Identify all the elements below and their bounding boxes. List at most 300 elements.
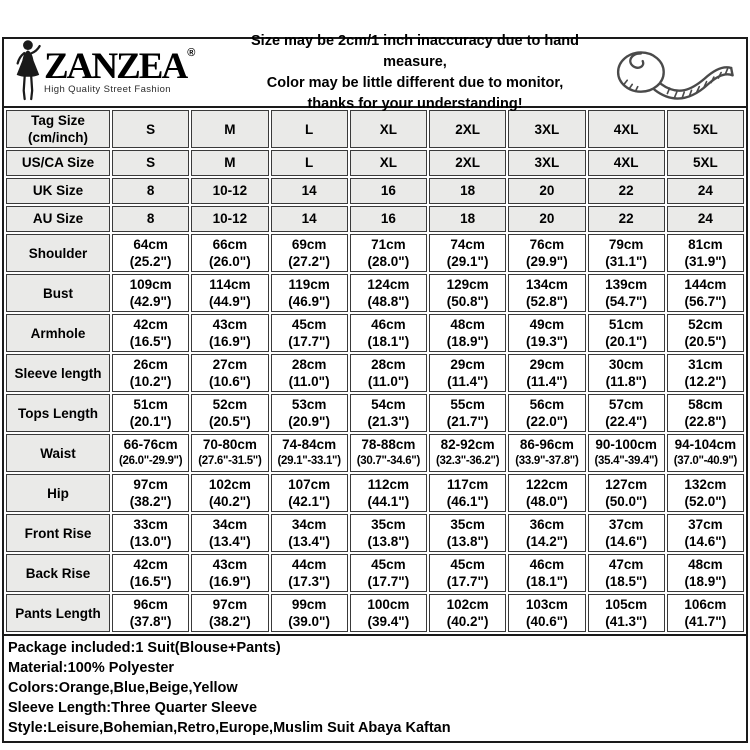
size-cell [429, 594, 506, 632]
row-label-line: Tag Size [31, 113, 85, 128]
table-row [6, 394, 744, 432]
size-cell-line: 74cm [450, 237, 485, 252]
size-cell-line: 97cm [212, 597, 248, 612]
table-row [6, 554, 744, 592]
size-cell [588, 434, 665, 472]
size-cell-line: (50.8") [446, 294, 489, 309]
size-cell-line: L [305, 121, 314, 137]
size-cell [112, 206, 189, 232]
size-cell-line: 34cm [212, 517, 248, 532]
size-cell-line: (22.8") [684, 414, 727, 429]
size-cell-line: 35cm [371, 517, 406, 532]
size-cell-line: 30cm [608, 357, 644, 372]
table-row [6, 206, 744, 232]
size-cell-line: 79cm [608, 237, 644, 252]
size-cell-line: (17.7") [367, 574, 410, 589]
size-cell-line: (40.6") [526, 614, 568, 629]
size-cell-line: (42.1") [288, 494, 330, 509]
size-cell-line: 18 [460, 183, 476, 198]
note-package: Package included:1 Suit(Blouse+Pants) [8, 640, 281, 656]
size-cell [667, 474, 744, 512]
size-cell-line: 8 [146, 183, 155, 198]
size-cell [191, 234, 268, 272]
size-cell-line: (27.6"-31.5") [198, 455, 262, 467]
size-cell [429, 554, 506, 592]
size-cell-line: (33.9"-37.8") [515, 455, 579, 467]
size-cell-line: (21.7") [446, 414, 489, 429]
size-cell-line: (37.8") [129, 614, 172, 629]
header-band [4, 32, 746, 112]
size-cell-line: (46.1") [446, 494, 489, 509]
size-cell-line: 66cm [212, 237, 248, 252]
size-cell [508, 474, 585, 512]
size-cell-line: 44cm [291, 557, 327, 572]
size-cell-line: 37cm [608, 517, 644, 532]
size-cell-line: (29.1"-33.1") [277, 455, 341, 467]
size-cell-line: XL [379, 121, 397, 137]
size-cell-line: 78-88cm [361, 437, 416, 452]
size-cell-line: 52cm [212, 397, 248, 412]
size-cell [350, 110, 427, 148]
row-label-line: Front Rise [24, 525, 92, 541]
size-cell-line: 57cm [608, 397, 644, 412]
size-cell-line: 33cm [133, 517, 168, 532]
table-row [6, 474, 744, 512]
row-label-line: Shoulder [28, 245, 88, 261]
size-cell-line: (48.0") [526, 494, 568, 509]
size-cell [271, 178, 348, 204]
size-cell-line: 37cm [688, 517, 723, 532]
size-cell-line: 109cm [129, 277, 172, 292]
size-cell [667, 206, 744, 232]
size-cell-line: 3XL [534, 121, 560, 137]
size-cell-line: 144cm [684, 277, 727, 292]
size-cell-line: 42cm [133, 557, 168, 572]
size-cell [271, 474, 348, 512]
size-cell [508, 314, 585, 352]
size-cell-line: 71cm [371, 237, 406, 252]
size-cell-line: (40.2") [446, 614, 489, 629]
size-cell-line: 122cm [525, 477, 568, 492]
size-cell-line: 14 [301, 211, 317, 226]
brand-name: ZANZEA [44, 45, 187, 87]
registered-mark: ® [187, 46, 196, 59]
row-label [6, 234, 110, 272]
size-cell [429, 110, 506, 148]
size-cell [588, 354, 665, 392]
size-cell-line: 22 [618, 211, 634, 226]
size-cell-line: (25.2") [129, 254, 172, 269]
size-cell-line: (39.0") [288, 614, 330, 629]
size-cell-line: 31cm [688, 357, 723, 372]
size-cell [271, 514, 348, 552]
size-cell [429, 150, 506, 176]
row-label [6, 206, 110, 232]
size-cell-line: 66-76cm [123, 437, 178, 452]
size-cell [350, 206, 427, 232]
size-cell-line: 105cm [605, 597, 648, 612]
size-cell [112, 234, 189, 272]
size-cell [112, 178, 189, 204]
size-cell-line: 102cm [446, 597, 489, 612]
note-sleeve-length: Sleeve Length:Three Quarter Sleeve [8, 700, 258, 716]
size-cell-line: 4XL [613, 121, 639, 137]
size-cell-line: 47cm [608, 557, 644, 572]
size-cell-line: 8 [146, 211, 155, 226]
logo-text [44, 45, 196, 96]
size-cell-line: 86-96cm [519, 437, 574, 452]
size-cell-line: (52.0") [684, 494, 727, 509]
size-cell [667, 274, 744, 312]
size-cell [508, 206, 585, 232]
size-cell [271, 110, 348, 148]
table-row [6, 434, 744, 472]
size-cell [271, 274, 348, 312]
size-cell [112, 150, 189, 176]
size-cell-line: 112cm [367, 477, 410, 492]
row-label [6, 594, 110, 632]
size-cell [191, 434, 268, 472]
size-cell-line: (17.3") [288, 574, 330, 589]
table-row [6, 514, 744, 552]
table-row [6, 110, 744, 148]
size-cell-line: (28.0") [367, 254, 410, 269]
size-cell-line: 127cm [605, 477, 648, 492]
size-cell-line: (18.1") [526, 574, 568, 589]
size-cell [191, 110, 268, 148]
size-cell [588, 594, 665, 632]
size-cell [191, 594, 268, 632]
size-cell [429, 314, 506, 352]
size-cell [667, 234, 744, 272]
size-cell-line: (18.9") [684, 574, 727, 589]
size-cell-line: 69cm [291, 237, 327, 252]
size-cell [271, 554, 348, 592]
size-cell [508, 110, 585, 148]
size-cell [588, 150, 665, 176]
size-cell-line: M [224, 121, 236, 137]
size-chart-sheet [2, 32, 748, 743]
row-label [6, 514, 110, 552]
size-cell-line: 117cm [446, 477, 489, 492]
size-table [4, 108, 746, 634]
size-cell [191, 514, 268, 552]
size-cell-line: (48.8") [367, 294, 410, 309]
size-cell-line: (29.1") [446, 254, 489, 269]
note-material: Material:100% Polyester [8, 660, 175, 676]
size-cell-line: (27.2") [288, 254, 330, 269]
row-label [6, 274, 110, 312]
table-row [6, 594, 744, 632]
size-cell-line: 49cm [529, 317, 565, 332]
size-cell-line: (11.4") [526, 374, 568, 389]
size-cell-line: (30.7"-34.6") [356, 455, 420, 467]
size-cell-line: (20.5") [209, 414, 251, 429]
size-cell-line: (20.1") [605, 334, 647, 349]
size-cell [667, 594, 744, 632]
size-cell-line: 119cm [288, 277, 330, 292]
size-cell [667, 314, 744, 352]
size-cell-line: (44.1") [367, 494, 410, 509]
size-cell-line: (17.7") [288, 334, 330, 349]
size-cell [191, 206, 268, 232]
size-cell [429, 394, 506, 432]
size-cell [350, 150, 427, 176]
size-cell [112, 514, 189, 552]
size-cell [588, 554, 665, 592]
size-cell-line: (39.4") [367, 614, 410, 629]
size-cell-line: 10-12 [212, 183, 248, 198]
size-cell [191, 150, 268, 176]
row-label [6, 474, 110, 512]
size-cell [112, 110, 189, 148]
size-cell [271, 354, 348, 392]
size-cell-line: (18.1") [367, 334, 410, 349]
size-cell [350, 354, 427, 392]
notice-line: Size may be 2cm/1 inch inaccuracy due to hand measure, [251, 32, 579, 70]
size-cell-line: (46.9") [288, 294, 330, 309]
size-cell [191, 314, 268, 352]
size-cell-line: 29cm [529, 357, 565, 372]
size-cell [271, 234, 348, 272]
size-cell [350, 178, 427, 204]
size-cell [429, 474, 506, 512]
size-cell-line: 114cm [209, 277, 251, 292]
size-cell-line: (13.4") [209, 534, 251, 549]
size-cell-line: 82-92cm [440, 437, 495, 452]
size-cell [112, 394, 189, 432]
size-cell-line: (52.8") [526, 294, 568, 309]
size-cell-line: 29cm [450, 357, 485, 372]
size-cell-line: 27cm [212, 357, 248, 372]
size-cell-line: 48cm [688, 557, 723, 572]
size-cell-line: 45cm [291, 317, 327, 332]
row-label [6, 434, 110, 472]
size-cell-line: (56.7") [684, 294, 727, 309]
size-cell-line: 42cm [133, 317, 168, 332]
size-cell-line: 4XL [613, 155, 639, 170]
size-cell-line: 16 [380, 211, 396, 226]
size-cell [429, 354, 506, 392]
size-cell-line: 26cm [133, 357, 168, 372]
size-cell-line: (20.5") [684, 334, 727, 349]
row-label [6, 150, 110, 176]
size-cell-line: 14 [301, 183, 317, 198]
size-cell-line: S [146, 121, 156, 137]
size-cell-line: 2XL [455, 155, 480, 170]
row-label-line: (cm/inch) [27, 130, 88, 145]
size-cell-line: (13.4") [288, 534, 330, 549]
size-cell-line: 97cm [133, 477, 168, 492]
size-cell [191, 394, 268, 432]
row-label [6, 354, 110, 392]
table-row [6, 314, 744, 352]
size-cell-line: (10.6") [209, 374, 251, 389]
note-style: Style:Leisure,Bohemian,Retro,Europe,Muslim Suit Abaya Kaftan [8, 720, 451, 736]
size-cell [271, 394, 348, 432]
size-cell-line: L [305, 155, 314, 170]
size-cell-line: (19.3") [526, 334, 568, 349]
size-cell-line: (14.6") [684, 534, 727, 549]
size-cell-line: 24 [697, 211, 713, 226]
table-row [6, 150, 744, 176]
size-cell [429, 234, 506, 272]
size-cell-line: (13.8") [367, 534, 410, 549]
size-cell-line: 102cm [208, 477, 251, 492]
size-cell-line: (29.9") [526, 254, 568, 269]
size-cell-line: 64cm [133, 237, 168, 252]
size-cell-line: 107cm [288, 477, 331, 492]
size-cell-line: (13.0") [129, 534, 172, 549]
size-cell [271, 594, 348, 632]
size-cell-line: 36cm [529, 517, 565, 532]
size-cell [429, 178, 506, 204]
size-cell-line: 34cm [291, 517, 327, 532]
size-cell [271, 314, 348, 352]
size-cell-line: 53cm [291, 397, 327, 412]
size-cell-line: 103cm [525, 597, 568, 612]
size-cell [112, 594, 189, 632]
size-cell-line: 56cm [529, 397, 565, 412]
size-cell-line: (16.5") [129, 334, 172, 349]
size-cell [508, 354, 585, 392]
size-cell-line: (41.7") [684, 614, 727, 629]
row-label-line: Armhole [30, 325, 86, 341]
size-cell [350, 434, 427, 472]
size-cell-line: (41.3") [605, 614, 647, 629]
size-cell-line: (50.0") [605, 494, 647, 509]
size-cell [508, 434, 585, 472]
table-row [6, 178, 744, 204]
size-cell-line: 22 [618, 183, 634, 198]
size-cell [667, 178, 744, 204]
size-cell-line: 96cm [133, 597, 168, 612]
size-cell-line: 46cm [371, 317, 406, 332]
row-label-line: US/CA Size [21, 155, 95, 170]
size-cell-line: (37.0"-40.9") [673, 455, 737, 467]
size-cell-line: (10.2") [129, 374, 172, 389]
size-cell [588, 206, 665, 232]
size-cell-line: 20 [539, 183, 555, 198]
size-cell [112, 274, 189, 312]
size-cell-line: 106cm [684, 597, 727, 612]
size-cell [350, 394, 427, 432]
size-cell-line: 48cm [450, 317, 485, 332]
size-cell-line: 5XL [692, 121, 718, 137]
size-cell [191, 178, 268, 204]
size-cell-line: 52cm [688, 317, 723, 332]
size-cell-line: 45cm [371, 557, 406, 572]
size-cell [667, 150, 744, 176]
size-cell-line: 129cm [446, 277, 489, 292]
size-cell-line: (16.5") [129, 574, 172, 589]
size-cell [112, 354, 189, 392]
size-cell-line: (11.0") [367, 374, 409, 389]
size-cell [191, 474, 268, 512]
row-label-line: Waist [40, 445, 76, 461]
brand-logo [10, 38, 232, 107]
table-row [6, 234, 744, 272]
size-cell [429, 434, 506, 472]
size-cell-line: (42.9") [129, 294, 172, 309]
size-cell [191, 354, 268, 392]
row-label-line: UK Size [32, 183, 84, 198]
row-label-line: Bust [43, 285, 73, 301]
size-cell-line: (22.4") [605, 414, 647, 429]
size-cell-line: (20.1") [129, 414, 172, 429]
size-cell-line: 134cm [525, 277, 568, 292]
row-label-line: Tops Length [18, 405, 98, 421]
size-cell-line: M [224, 155, 236, 170]
size-cell-line: 16 [380, 183, 396, 198]
row-label-line: Back Rise [25, 565, 91, 581]
size-cell-line: 28cm [291, 357, 327, 372]
size-cell-line: (20.9") [288, 414, 330, 429]
row-label-line: AU Size [32, 211, 84, 226]
size-cell [350, 274, 427, 312]
size-cell [667, 514, 744, 552]
size-cell-line: (21.3") [367, 414, 410, 429]
size-cell-line: 76cm [529, 237, 565, 252]
size-cell [667, 434, 744, 472]
size-cell [350, 554, 427, 592]
size-cell [350, 474, 427, 512]
size-cell-line: 3XL [534, 155, 560, 170]
size-cell [350, 314, 427, 352]
size-cell-line: (35.4"-39.4") [594, 455, 658, 467]
size-cell-line: 139cm [605, 277, 648, 292]
size-cell-line: 55cm [450, 397, 485, 412]
row-label [6, 554, 110, 592]
size-cell [667, 394, 744, 432]
size-cell-line: 18 [460, 211, 476, 226]
measuring-tape-icon [602, 42, 740, 104]
table-row [6, 354, 744, 392]
size-cell-line: 10-12 [212, 211, 248, 226]
size-cell-line: 99cm [291, 597, 327, 612]
size-cell-line: (44.9") [209, 294, 251, 309]
size-cell-line: (40.2") [209, 494, 251, 509]
size-cell-line: (22.0") [526, 414, 568, 429]
size-cell-line: 81cm [688, 237, 723, 252]
size-cell-line: (32.3"-36.2") [435, 455, 500, 467]
size-cell-line: 35cm [450, 517, 485, 532]
size-cell-line: (26.0"-29.9") [118, 455, 183, 467]
size-cell [588, 178, 665, 204]
size-cell [112, 314, 189, 352]
row-label [6, 110, 110, 148]
size-cell [508, 274, 585, 312]
size-cell [112, 554, 189, 592]
size-cell-line: (18.9") [446, 334, 489, 349]
size-cell-line: (16.9") [209, 574, 251, 589]
size-cell-line: (14.2") [526, 534, 568, 549]
size-cell-line: 74-84cm [282, 437, 337, 452]
size-cell [508, 178, 585, 204]
size-cell-line: 132cm [684, 477, 727, 492]
size-cell-line: (16.9") [209, 334, 251, 349]
product-notes [4, 634, 746, 741]
size-cell-line: 43cm [212, 317, 248, 332]
size-cell [350, 514, 427, 552]
row-label [6, 314, 110, 352]
size-cell [508, 234, 585, 272]
notice-line: thanks for your understanding! [307, 95, 523, 112]
size-cell-line: 124cm [367, 277, 410, 292]
row-label-line: Sleeve length [14, 365, 102, 381]
size-cell [508, 594, 585, 632]
size-cell [588, 474, 665, 512]
